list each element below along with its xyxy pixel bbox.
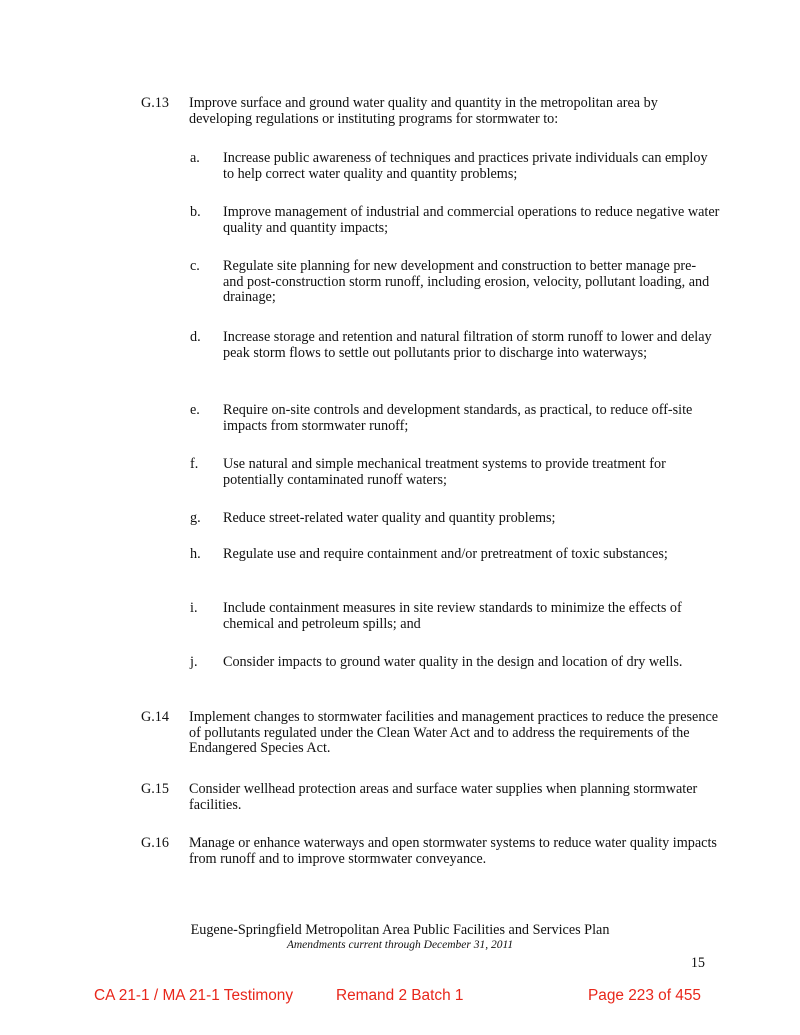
list-item-j <box>190 655 720 671</box>
list-item-i <box>190 601 720 632</box>
policy-number: G.13 <box>141 95 169 111</box>
list-item-text: Consider impacts to ground water quality in the design and location of dry wells. <box>223 654 683 670</box>
list-item-b <box>190 205 720 236</box>
list-item-d <box>190 330 720 361</box>
policy-text: Manage or enhance waterways and open stormwater systems to reduce water quality impacts from runoff and to improve stormwater conveyance. <box>189 835 717 867</box>
list-item-h <box>190 547 720 563</box>
list-item-text: Include containment measures in site review standards to minimize the effects of chemical and petroleum spills; and <box>223 600 682 632</box>
list-item-text: Require on-site controls and development standards, as practical, to reduce off-site impacts from stormwater runoff; <box>223 402 693 434</box>
list-item-a <box>190 151 720 182</box>
policy-text: Improve surface and ground water quality and quantity in the metropolitan area by developing regulations or instituting programs for stormwater to: <box>189 95 658 127</box>
list-item-letter: j. <box>190 654 198 670</box>
list-item-c <box>190 259 720 306</box>
list-item-letter: b. <box>190 204 201 220</box>
policy-text: Consider wellhead protection areas and surface water supplies when planning stormwater facilities. <box>189 781 698 813</box>
policy-number: G.15 <box>141 781 169 797</box>
footer-subtitle: Amendments current through December 31, 2011 <box>286 939 514 951</box>
stamp-page: Page 223 of 455 <box>588 987 701 1004</box>
list-item-letter: h. <box>190 546 201 562</box>
list-item-letter: g. <box>190 510 201 526</box>
list-item-e <box>190 403 720 434</box>
list-item-f <box>190 457 720 488</box>
list-item-text: Regulate site planning for new development and construction to better manage pre- and post-construction storm runoff, including erosion, velocity, pollutant loading, and drainage; <box>223 258 710 306</box>
footer-title: Eugene-Springfield Metropolitan Area Public Facilities and Services Plan <box>190 922 610 938</box>
page-number: 15 <box>690 955 705 971</box>
list-item-letter: c. <box>190 258 200 274</box>
list-item-text: Use natural and simple mechanical treatment systems to provide treatment for potentially contaminated runoff waters; <box>223 456 666 488</box>
list-item-letter: a. <box>190 150 200 166</box>
list-item-text: Reduce street-related water quality and quantity problems; <box>223 510 556 526</box>
stamp-batch: Remand 2 Batch 1 <box>336 987 464 1004</box>
list-item-letter: i. <box>190 600 198 616</box>
policy-g16 <box>141 836 721 867</box>
policy-number: G.14 <box>141 709 169 725</box>
list-item-text: Increase public awareness of techniques and practices private individuals can employ to help correct water quality and quantity problems; <box>223 150 708 182</box>
list-item-letter: e. <box>190 402 200 418</box>
list-item-text: Regulate use and require containment and/or pretreatment of toxic substances; <box>223 546 668 562</box>
list-item-text: Improve management of industrial and commercial operations to reduce negative water quality and quantity impacts; <box>223 204 720 236</box>
list-item-letter: d. <box>190 329 201 345</box>
list-item-text: Increase storage and retention and natural filtration of storm runoff to lower and delay peak storm flows to settle out pollutants prior to discharge into waterways; <box>223 329 712 361</box>
policy-g14 <box>141 710 721 757</box>
policy-g15 <box>141 782 721 813</box>
policy-number: G.16 <box>141 835 169 851</box>
policy-g13 <box>141 96 721 127</box>
stamp-case: CA 21-1 / MA 21-1 Testimony <box>94 987 294 1004</box>
policy-text: Implement changes to stormwater facilities and management practices to reduce the presence of pollutants regulated under the Clean Water Act and to address the requirements of the Endangered Species Act. <box>189 709 719 757</box>
list-item-g <box>190 511 720 527</box>
list-item-letter: f. <box>190 456 199 472</box>
